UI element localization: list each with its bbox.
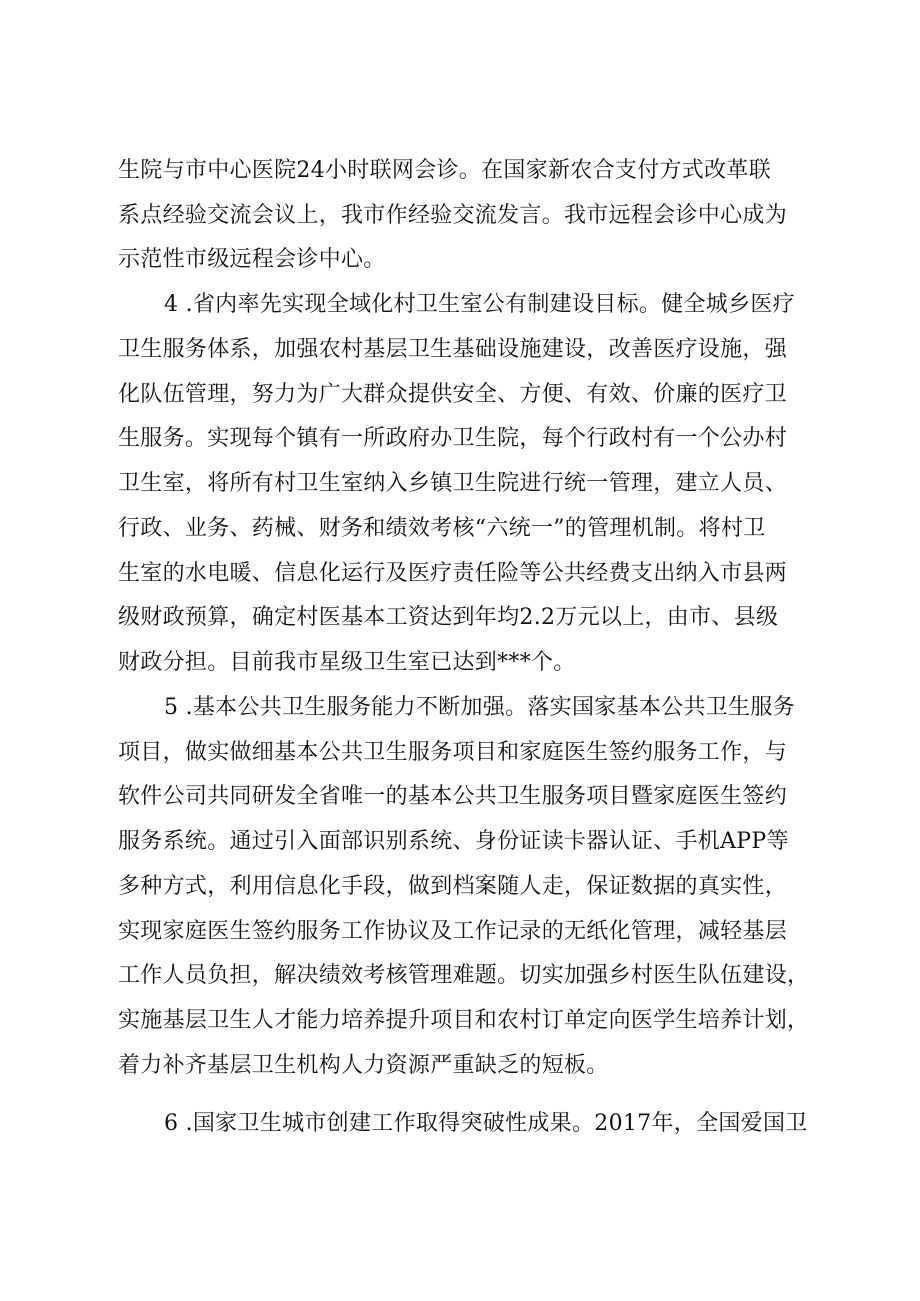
text-line: 化队伍管理，努力为广大群众提供安全、方便、有效、价廉的医疗卫	[118, 382, 788, 407]
text-line: 服务系统。通过引入面部识别系统、身份证读卡器认证、手机APP等	[118, 829, 789, 854]
text-line: 生服务。实现每个镇有一所政府办卫生院，每个行政村有一个公办村	[118, 426, 788, 451]
text-line: 生室的水电暖、信息化运行及医疗责任险等公共经费支出纳入市县两	[118, 561, 788, 586]
text-line: 系点经验交流会议上，我市作经验交流发言。我市远程会诊中心成为	[118, 203, 788, 228]
text-line: 多种方式，利用信息化手段，做到档案随人走，保证数据的真实性，	[118, 874, 788, 899]
text-line: 财政分担。目前我市星级卫生室已达到***个。	[118, 650, 576, 675]
text-line: 项目，做实做细基本公共卫生服务项目和家庭医生签约服务工作，与	[118, 740, 788, 765]
paragraph-heading-6: 6 .国家卫生城市创建工作取得突破性成果。2017年，全国爱国卫	[164, 1111, 808, 1136]
paragraph-heading-4: 4 .省内率先实现全域化村卫生室公有制建设目标。健全城乡医疗	[164, 292, 795, 317]
paragraph-heading-5: 5 .基本公共卫生服务能力不断加强。落实国家基本公共卫生服务	[164, 695, 795, 720]
text-line: 工作人员负担，解决绩效考核管理难题。切实加强乡村医生队伍建设，	[118, 963, 810, 988]
text-line: 实现家庭医生签约服务工作协议及工作记录的无纸化管理，减轻基层	[118, 919, 788, 944]
text-line: 卫生服务体系，加强农村基层卫生基础设施建设，改善医疗设施，强	[118, 337, 788, 362]
text-line: 卫生室，将所有村卫生室纳入乡镇卫生院进行统一管理，建立人员、	[118, 471, 788, 496]
text-line: 行政、业务、药械、财务和绩效考核“六统一”的管理机制。将村卫	[118, 516, 766, 541]
text-line: 着力补齐基层卫生机构人力资源严重缺乏的短板。	[118, 1053, 609, 1078]
text-line: 生院与市中心医院24小时联网会诊。在国家新农合支付方式改革联	[118, 158, 771, 183]
text-line: 示范性市级远程会诊中心。	[118, 247, 386, 272]
text-line: 软件公司共同研发全省唯一的基本公共卫生服务项目暨家庭医生签约	[118, 784, 788, 809]
text-line: 级财政预算，确定村医基本工资达到年均2.2万元以上，由市、县级	[118, 605, 779, 630]
text-line: 实施基层卫生人才能力培养提升项目和农村订单定向医学生培养计划，	[118, 1008, 810, 1033]
